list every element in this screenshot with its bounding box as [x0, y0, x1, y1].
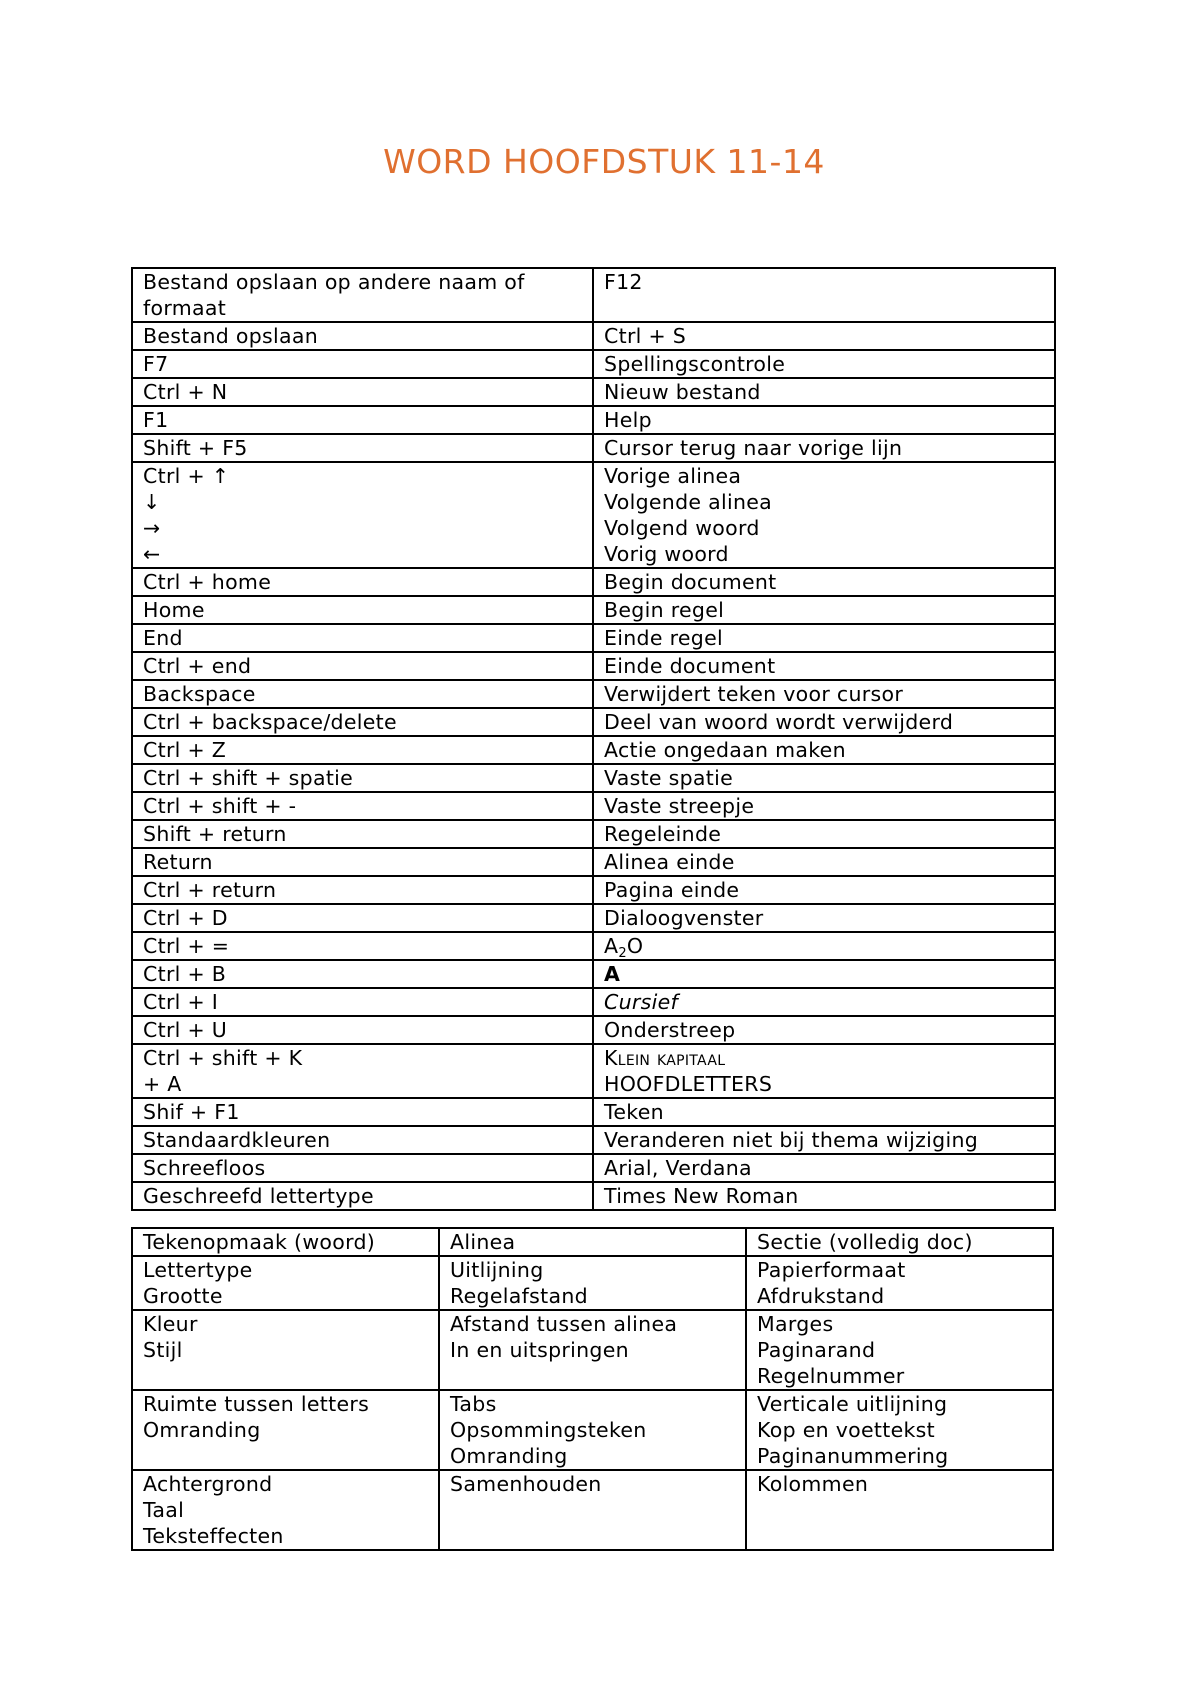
shortcut-action-cell: Cursief: [593, 988, 1055, 1016]
shortcut-action-cell: Nieuw bestand: [593, 378, 1055, 406]
header-sectie: Sectie (volledig doc): [746, 1228, 1053, 1256]
table-row: [132, 680, 1055, 708]
table-row: [132, 652, 1055, 680]
table-row: [132, 568, 1055, 596]
table-row: [132, 1044, 1055, 1098]
shortcut-key-cell: Ctrl + I: [132, 988, 593, 1016]
table-row: [132, 322, 1055, 350]
table-row: [132, 1126, 1055, 1154]
shortcut-key-cell: Ctrl + return: [132, 876, 593, 904]
shortcut-action-cell: Einde document: [593, 652, 1055, 680]
table-row: [132, 792, 1055, 820]
shortcut-key-cell: Ctrl + shift + -: [132, 792, 593, 820]
page-title: WORD HOOFDSTUK 11-14: [383, 142, 825, 181]
shortcut-key-cell: Return: [132, 848, 593, 876]
alinea-cell: Uitlijning Regelafstand: [439, 1256, 746, 1310]
alinea-cell: Tabs Opsommingsteken Omranding: [439, 1390, 746, 1470]
sectie-cell: Papierformaat Afdrukstand: [746, 1256, 1053, 1310]
table-row: [132, 876, 1055, 904]
action-text: Klein kapitaal: [604, 1046, 726, 1070]
shortcut-key-cell: Backspace: [132, 680, 593, 708]
table-row: [132, 596, 1055, 624]
shortcut-key-cell: Shift + return: [132, 820, 593, 848]
shortcut-action-cell: Teken: [593, 1098, 1055, 1126]
action-suffix: O: [626, 934, 644, 958]
shortcut-action-cell: Verwijdert teken voor cursor: [593, 680, 1055, 708]
table-row: [132, 462, 1055, 568]
shortcut-action-cell: Alinea einde: [593, 848, 1055, 876]
shortcut-key-cell: Ctrl + B: [132, 960, 593, 988]
shortcut-action-cell: Actie ongedaan maken: [593, 736, 1055, 764]
shortcut-key-cell: Ctrl + end: [132, 652, 593, 680]
shortcut-key-cell: Ctrl + home: [132, 568, 593, 596]
shortcut-key-cell: Ctrl + Z: [132, 736, 593, 764]
table-row: [132, 1470, 1053, 1550]
shortcut-action-cell: Times New Roman: [593, 1182, 1055, 1210]
format-table-body: [132, 1256, 1053, 1550]
shortcut-key-cell: Home: [132, 596, 593, 624]
shortcut-action-cell: Cursor terug naar vorige lijn: [593, 434, 1055, 462]
shortcut-key-cell: Ctrl + backspace/delete: [132, 708, 593, 736]
table-row: [132, 1098, 1055, 1126]
table-row: [132, 268, 1055, 322]
header-tekenopmaak: Tekenopmaak (woord): [132, 1228, 439, 1256]
shortcut-key-cell: Bestand opslaan: [132, 322, 593, 350]
table-row: [132, 764, 1055, 792]
table-row: [132, 960, 1055, 988]
shortcut-key-cell: F1: [132, 406, 593, 434]
table-row: [132, 1256, 1053, 1310]
shortcut-action-cell: Deel van woord wordt verwijderd: [593, 708, 1055, 736]
table-row: [132, 932, 1055, 960]
shortcut-key-cell: Geschreefd lettertype: [132, 1182, 593, 1210]
shortcut-action-cell: Help: [593, 406, 1055, 434]
alinea-cell: Samenhouden: [439, 1470, 746, 1550]
shortcut-action-cell: [593, 1044, 1055, 1098]
shortcut-action-cell: Begin document: [593, 568, 1055, 596]
action-subscript: 2: [618, 946, 627, 961]
shortcut-action-cell: Spellingscontrole: [593, 350, 1055, 378]
shortcut-key-cell: End: [132, 624, 593, 652]
table-row: [132, 624, 1055, 652]
sectie-cell: Verticale uitlijning Kop en voettekst Paginanummering: [746, 1390, 1053, 1470]
shortcut-action-cell: Einde regel: [593, 624, 1055, 652]
table-row: [132, 708, 1055, 736]
table-row: [132, 1016, 1055, 1044]
format-table-header-row: [132, 1228, 1053, 1256]
shortcut-action-cell: [593, 932, 1055, 960]
table-row: [132, 406, 1055, 434]
shortcut-key-cell: Ctrl + N: [132, 378, 593, 406]
table-row: [132, 1154, 1055, 1182]
shortcut-key-cell: Shift + F5: [132, 434, 593, 462]
table-row: [132, 378, 1055, 406]
shortcut-action-cell: F12: [593, 268, 1055, 322]
shortcut-action-cell: Begin regel: [593, 596, 1055, 624]
table-row: [132, 988, 1055, 1016]
sectie-cell: Kolommen: [746, 1470, 1053, 1550]
shortcut-key-cell: Ctrl + shift + spatie: [132, 764, 593, 792]
sectie-cell: Marges Paginarand Regelnummer: [746, 1310, 1053, 1390]
tekenopmaak-cell: Lettertype Grootte: [132, 1256, 439, 1310]
shortcut-action-cell: A: [593, 960, 1055, 988]
shortcut-key-cell: Ctrl + ↑ ↓ → ←: [132, 462, 593, 568]
shortcut-action-cell: Regeleinde: [593, 820, 1055, 848]
table-row: [132, 736, 1055, 764]
shortcut-key-cell: Bestand opslaan op andere naam of formaat: [132, 268, 593, 322]
shortcut-key-cell: F7: [132, 350, 593, 378]
table-row: [132, 904, 1055, 932]
header-alinea: Alinea: [439, 1228, 746, 1256]
table-row: [132, 820, 1055, 848]
shortcut-action-cell: Vaste spatie: [593, 764, 1055, 792]
table-row: [132, 350, 1055, 378]
action-text: A: [604, 934, 619, 958]
shortcut-action-cell: Ctrl + S: [593, 322, 1055, 350]
shortcut-key-cell: Standaardkleuren: [132, 1126, 593, 1154]
shortcut-action-cell: Vorige alinea Volgende alinea Volgend woord Vorig woord: [593, 462, 1055, 568]
table-row: [132, 1310, 1053, 1390]
shortcut-action-cell: Veranderen niet bij thema wijziging: [593, 1126, 1055, 1154]
tekenopmaak-cell: Kleur Stijl: [132, 1310, 439, 1390]
shortcut-key-cell: Ctrl + shift + K + A: [132, 1044, 593, 1098]
format-categories-table: [131, 1227, 1054, 1551]
shortcut-action-cell: Dialoogvenster: [593, 904, 1055, 932]
shortcut-action-cell: Arial, Verdana: [593, 1154, 1055, 1182]
shortcuts-table: [131, 267, 1056, 1211]
alinea-cell: Afstand tussen alinea In en uitspringen: [439, 1310, 746, 1390]
shortcut-key-cell: Ctrl + =: [132, 932, 593, 960]
table-row: [132, 434, 1055, 462]
table-row: [132, 1390, 1053, 1470]
table-row: [132, 848, 1055, 876]
shortcut-action-cell: Onderstreep: [593, 1016, 1055, 1044]
shortcut-key-cell: Ctrl + D: [132, 904, 593, 932]
shortcut-action-cell: Vaste streepje: [593, 792, 1055, 820]
tekenopmaak-cell: Achtergrond Taal Teksteffecten: [132, 1470, 439, 1550]
shortcut-key-cell: Shif + F1: [132, 1098, 593, 1126]
tekenopmaak-cell: Ruimte tussen letters Omranding: [132, 1390, 439, 1470]
table-row: [132, 1182, 1055, 1210]
shortcuts-table-body: [132, 268, 1055, 1210]
shortcut-key-cell: Ctrl + U: [132, 1016, 593, 1044]
action-text-line2: HOOFDLETTERS: [604, 1072, 773, 1096]
shortcut-key-cell: Schreefloos: [132, 1154, 593, 1182]
shortcut-action-cell: Pagina einde: [593, 876, 1055, 904]
